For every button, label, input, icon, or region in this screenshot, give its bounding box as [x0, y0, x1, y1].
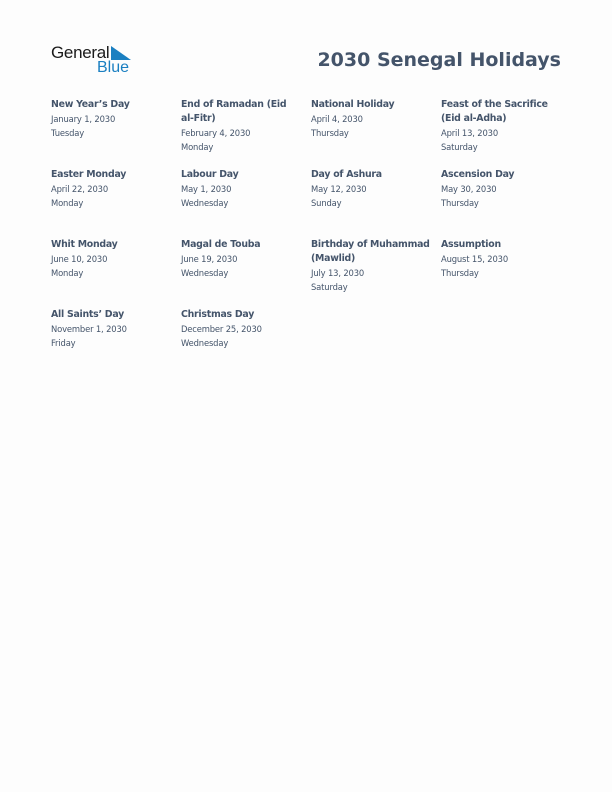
logo-text-blue: Blue: [97, 59, 130, 76]
holiday-name: Christmas Day: [181, 309, 255, 320]
holiday-item: [181, 308, 301, 350]
holiday-item: [311, 168, 431, 210]
holiday-name: Birthday of Muhammad (Mawlid): [311, 239, 430, 264]
holiday-date: December 25, 2030: [181, 324, 262, 334]
holiday-row: [51, 238, 571, 308]
holiday-weekday: Monday: [51, 198, 84, 208]
holiday-weekday: Wednesday: [181, 268, 229, 278]
holiday-weekday: Wednesday: [181, 338, 229, 348]
holiday-weekday: Saturday: [311, 282, 348, 292]
holiday-date: June 10, 2030: [51, 254, 108, 264]
holiday-name: New Year’s Day: [51, 99, 130, 110]
holiday-row: [51, 168, 571, 238]
holiday-date: January 1, 2030: [51, 114, 116, 124]
holiday-row: [51, 308, 571, 378]
holiday-item: [51, 238, 171, 280]
holiday-weekday: Monday: [51, 268, 84, 278]
holiday-weekday: Thursday: [441, 268, 479, 278]
holiday-name: All Saints’ Day: [51, 309, 124, 320]
holiday-name: Magal de Touba: [181, 239, 261, 250]
holiday-item: [441, 98, 561, 154]
holiday-name: Whit Monday: [51, 239, 118, 250]
holiday-item: [441, 168, 561, 210]
logo: [51, 43, 141, 79]
holiday-weekday: Saturday: [441, 142, 478, 152]
holiday-date: April 4, 2030: [311, 114, 363, 124]
logo-text-general: General: [51, 43, 110, 62]
holiday-name: Feast of the Sacrifice (Eid al-Adha): [441, 99, 548, 124]
holiday-date: February 4, 2030: [181, 128, 251, 138]
holiday-weekday: Wednesday: [181, 198, 229, 208]
holiday-name: National Holiday: [311, 99, 395, 110]
holiday-name: Labour Day: [181, 169, 239, 180]
holiday-date: July 13, 2030: [311, 268, 365, 278]
holiday-date: August 15, 2030: [441, 254, 509, 264]
holiday-item: [51, 168, 171, 210]
logo-triangle-icon: [111, 46, 131, 60]
holiday-item: [181, 238, 301, 280]
holiday-date: May 1, 2030: [181, 184, 232, 194]
holiday-date: May 12, 2030: [311, 184, 367, 194]
holiday-date: November 1, 2030: [51, 324, 127, 334]
holiday-weekday: Tuesday: [51, 128, 85, 138]
holiday-name: Easter Monday: [51, 169, 127, 180]
holiday-item: [181, 98, 301, 154]
holiday-item: [181, 168, 301, 210]
page-title: 2030 Senegal Holidays: [317, 49, 561, 71]
holiday-name: Ascension Day: [441, 169, 515, 180]
holiday-row: [51, 98, 571, 168]
holiday-weekday: Monday: [181, 142, 214, 152]
holiday-item: [441, 238, 561, 280]
holiday-name: Assumption: [441, 239, 501, 250]
holiday-item: [311, 98, 431, 140]
holiday-weekday: Thursday: [311, 128, 349, 138]
holiday-grid: [51, 98, 571, 378]
holiday-weekday: Friday: [51, 338, 76, 348]
holiday-weekday: Sunday: [311, 198, 342, 208]
holiday-date: May 30, 2030: [441, 184, 497, 194]
holiday-weekday: Thursday: [441, 198, 479, 208]
holiday-name: Day of Ashura: [311, 169, 382, 180]
holiday-item: [311, 238, 431, 294]
holiday-item: [51, 308, 171, 350]
holiday-date: April 13, 2030: [441, 128, 498, 138]
holiday-name: End of Ramadan (Eid al-Fitr): [181, 99, 287, 124]
holiday-item: [51, 98, 171, 140]
holiday-date: April 22, 2030: [51, 184, 108, 194]
holiday-date: June 19, 2030: [181, 254, 238, 264]
